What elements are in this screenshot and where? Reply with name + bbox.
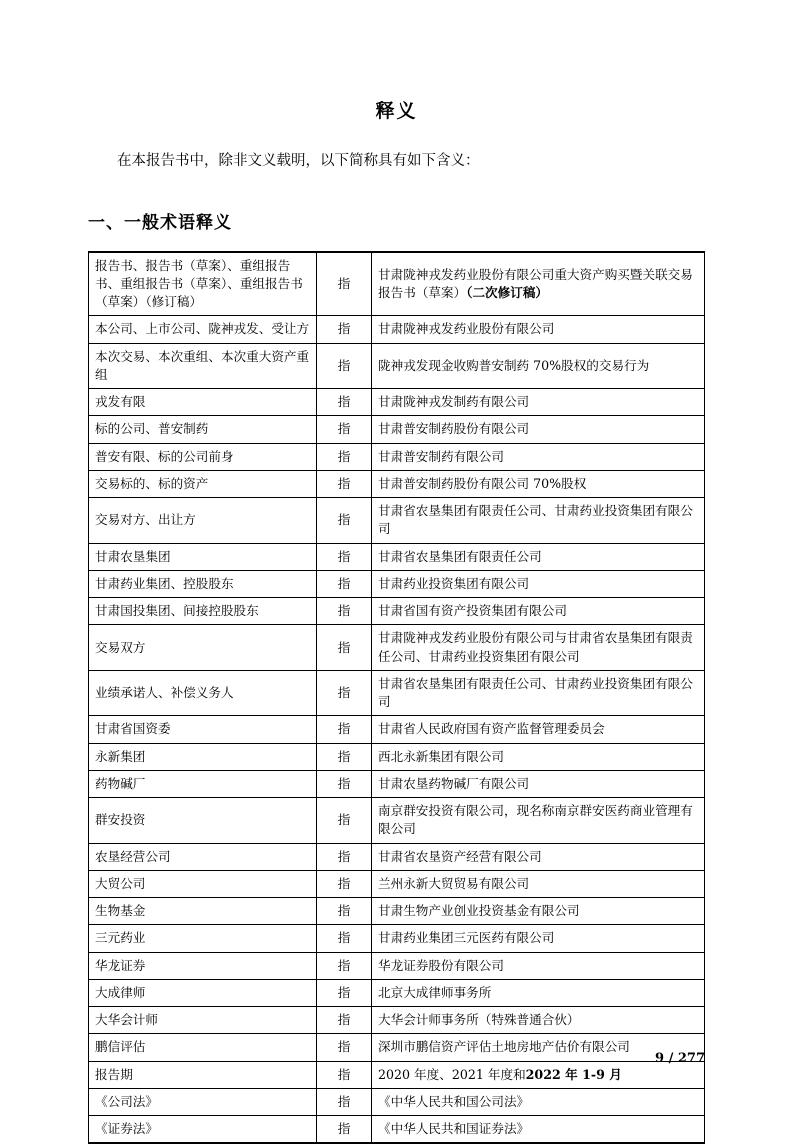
glossary-definition — [372, 670, 705, 716]
glossary-term: 标的公司、普安制药 — [89, 416, 317, 443]
definition-text: 甘肃药业集团三元医药有限公司 — [378, 930, 555, 946]
glossary-zhi: 指 — [317, 770, 372, 797]
glossary-definition — [372, 570, 705, 597]
glossary-definition — [372, 952, 705, 979]
table-row — [89, 979, 705, 1006]
glossary-zhi: 指 — [317, 470, 372, 497]
glossary-definition — [372, 416, 705, 443]
table-row — [89, 925, 705, 952]
table-row — [89, 470, 705, 497]
glossary-zhi: 指 — [317, 343, 372, 389]
table-row — [89, 343, 705, 389]
definition-text: 深圳市鹏信资产评估土地房地产估价有限公司 — [378, 1039, 630, 1055]
table-row — [89, 843, 705, 870]
definition-text: 西北永新集团有限公司 — [378, 748, 504, 764]
glossary-zhi: 指 — [317, 898, 372, 925]
definition-text: 甘肃陇神戎发药业股份有限公司与甘肃省农垦集团有限责任公司、甘肃药业投资集团有限公司 — [378, 630, 693, 664]
table-row — [89, 1088, 705, 1115]
glossary-definition — [372, 316, 705, 343]
glossary-definition — [372, 343, 705, 389]
table-row — [89, 498, 705, 544]
glossary-term: 报告书、报告书（草案）、重组报告书、重组报告书（草案）、重组报告书（草案）（修订稿） — [89, 252, 317, 316]
definition-text: 甘肃药业投资集团有限公司 — [378, 575, 530, 591]
glossary-zhi: 指 — [317, 952, 372, 979]
glossary-zhi: 指 — [317, 389, 372, 416]
glossary-definition — [372, 798, 705, 844]
glossary-definition — [372, 1007, 705, 1034]
glossary-definition — [372, 770, 705, 797]
glossary-definition — [372, 743, 705, 770]
glossary-term: 群安投资 — [89, 798, 317, 844]
table-row — [89, 1007, 705, 1034]
glossary-zhi: 指 — [317, 416, 372, 443]
definition-text: 兰州永新大贸贸易有限公司 — [378, 875, 530, 891]
glossary-term: 报告期 — [89, 1061, 317, 1088]
page-title: 释义 — [375, 100, 418, 122]
glossary-zhi: 指 — [317, 979, 372, 1006]
table-row — [89, 570, 705, 597]
table-row — [89, 1034, 705, 1061]
glossary-definition — [372, 252, 705, 316]
table-row — [89, 898, 705, 925]
definition-text: 甘肃普安制药股份有限公司 70%股权 — [378, 475, 587, 491]
glossary-definition — [372, 898, 705, 925]
glossary-definition — [372, 389, 705, 416]
glossary-zhi: 指 — [317, 1116, 372, 1144]
definition-text: 2020 年度、2021 年度和 — [378, 1066, 526, 1082]
glossary-definition — [372, 925, 705, 952]
table-row — [89, 389, 705, 416]
definition-text: 甘肃省农垦集团有限责任公司、甘肃药业投资集团有限公司 — [378, 675, 693, 710]
glossary-term: 普安有限、标的公司前身 — [89, 443, 317, 470]
glossary-zhi: 指 — [317, 798, 372, 844]
definition-text: 北京大成律师事务所 — [378, 984, 492, 1000]
definition-text: 甘肃省人民政府国有资产监督管理委员会 — [378, 721, 605, 737]
glossary-term: 大华会计师 — [89, 1007, 317, 1034]
glossary-term: 鹏信评估 — [89, 1034, 317, 1061]
glossary-term: 甘肃国投集团、间接控股股东 — [89, 598, 317, 625]
glossary-zhi: 指 — [317, 1088, 372, 1115]
definition-text: 甘肃普安制药股份有限公司 — [378, 421, 530, 437]
table-row — [89, 670, 705, 716]
glossary-term: 甘肃农垦集团 — [89, 543, 317, 570]
glossary-definition — [372, 543, 705, 570]
table-row — [89, 952, 705, 979]
definition-text: 甘肃陇神戎发制药有限公司 — [378, 394, 530, 410]
glossary-term: 药物碱厂 — [89, 770, 317, 797]
definition-text: 《中华人民共和国证券法》 — [378, 1121, 530, 1137]
definition-text: 甘肃省国有资产投资集团有限公司 — [378, 603, 567, 619]
definition-text: 甘肃省农垦集团有限责任公司 — [378, 548, 542, 564]
table-row — [89, 1116, 705, 1144]
intro-paragraph: 在本报告书中，除非文义载明，以下简称具有如下含义： — [117, 153, 480, 169]
table-row — [89, 716, 705, 743]
table-row — [89, 625, 705, 671]
glossary-term: 华龙证券 — [89, 952, 317, 979]
definition-text: 甘肃普安制药有限公司 — [378, 448, 504, 464]
definition-text: 甘肃陇神戎发药业股份有限公司 — [378, 321, 555, 337]
glossary-zhi: 指 — [317, 743, 372, 770]
glossary-table — [88, 251, 705, 1144]
glossary-table-body — [89, 252, 705, 1144]
table-row — [89, 443, 705, 470]
table-row — [89, 870, 705, 897]
glossary-definition — [372, 843, 705, 870]
glossary-definition — [372, 870, 705, 897]
definition-text: 甘肃生物产业创业投资基金有限公司 — [378, 903, 580, 919]
glossary-term: 《证券法》 — [89, 1116, 317, 1144]
glossary-term: 交易对方、出让方 — [89, 498, 317, 544]
glossary-term: 戎发有限 — [89, 389, 317, 416]
glossary-zhi: 指 — [317, 1007, 372, 1034]
glossary-definition — [372, 443, 705, 470]
definition-text: 甘肃省农垦集团有限责任公司、甘肃药业投资集团有限公司 — [378, 503, 693, 537]
definition-text: 甘肃陇神戎发药业股份有限公司重大资产购买暨关联交易报告书（草案） — [378, 266, 693, 301]
glossary-definition — [372, 1088, 705, 1115]
definition-text: 《中华人民共和国公司法》 — [378, 1093, 530, 1109]
definition-emphasis: 2022 年 1-9 月 — [525, 1066, 622, 1082]
glossary-definition — [372, 625, 705, 671]
glossary-zhi: 指 — [317, 1061, 372, 1088]
glossary-term: 大成律师 — [89, 979, 317, 1006]
table-row — [89, 316, 705, 343]
section-heading: 一、一般术语释义 — [88, 212, 232, 233]
glossary-zhi: 指 — [317, 498, 372, 544]
glossary-zhi: 指 — [317, 625, 372, 671]
definition-text: 华龙证券股份有限公司 — [378, 957, 504, 973]
glossary-term: 交易双方 — [89, 625, 317, 671]
table-row — [89, 770, 705, 797]
glossary-term: 三元药业 — [89, 925, 317, 952]
definition-text: 南京群安投资有限公司，现名称南京群安医药商业管理有限公司 — [378, 803, 693, 837]
table-row — [89, 416, 705, 443]
glossary-zhi: 指 — [317, 316, 372, 343]
glossary-zhi: 指 — [317, 570, 372, 597]
glossary-term: 生物基金 — [89, 898, 317, 925]
table-row — [89, 543, 705, 570]
glossary-term: 本公司、上市公司、陇神戎发、受让方 — [89, 316, 317, 343]
glossary-zhi: 指 — [317, 925, 372, 952]
definition-text: 陇神戎发现金收购普安制药 70%股权的交易行为 — [378, 357, 650, 373]
table-row — [89, 598, 705, 625]
glossary-zhi: 指 — [317, 252, 372, 316]
table-row — [89, 1061, 705, 1088]
glossary-zhi: 指 — [317, 843, 372, 870]
glossary-term: 本次交易、本次重组、本次重大资产重组 — [89, 343, 317, 389]
glossary-term: 甘肃省国资委 — [89, 716, 317, 743]
glossary-zhi: 指 — [317, 443, 372, 470]
glossary-zhi: 指 — [317, 1034, 372, 1061]
definition-emphasis: （二次修订稿） — [466, 285, 549, 301]
glossary-zhi: 指 — [317, 543, 372, 570]
glossary-term: 交易标的、标的资产 — [89, 470, 317, 497]
glossary-term: 永新集团 — [89, 743, 317, 770]
definition-text: 甘肃农垦药物碱厂有限公司 — [378, 775, 530, 791]
glossary-definition — [372, 716, 705, 743]
definition-text: 大华会计师事务所（特殊普通合伙） — [378, 1012, 580, 1028]
glossary-term: 农垦经营公司 — [89, 843, 317, 870]
definition-text: 甘肃省农垦资产经营有限公司 — [378, 848, 542, 864]
glossary-definition — [372, 979, 705, 1006]
page-number: 9 / 277 — [655, 1051, 705, 1066]
glossary-term: 大贸公司 — [89, 870, 317, 897]
glossary-zhi: 指 — [317, 598, 372, 625]
glossary-zhi: 指 — [317, 670, 372, 716]
glossary-definition — [372, 498, 705, 544]
glossary-zhi: 指 — [317, 870, 372, 897]
glossary-term: 《公司法》 — [89, 1088, 317, 1115]
glossary-definition — [372, 470, 705, 497]
glossary-definition — [372, 598, 705, 625]
table-row — [89, 743, 705, 770]
table-row — [89, 252, 705, 316]
table-row — [89, 798, 705, 844]
glossary-definition — [372, 1116, 705, 1144]
glossary-zhi: 指 — [317, 716, 372, 743]
glossary-term: 甘肃药业集团、控股股东 — [89, 570, 317, 597]
glossary-term: 业绩承诺人、补偿义务人 — [89, 670, 317, 716]
